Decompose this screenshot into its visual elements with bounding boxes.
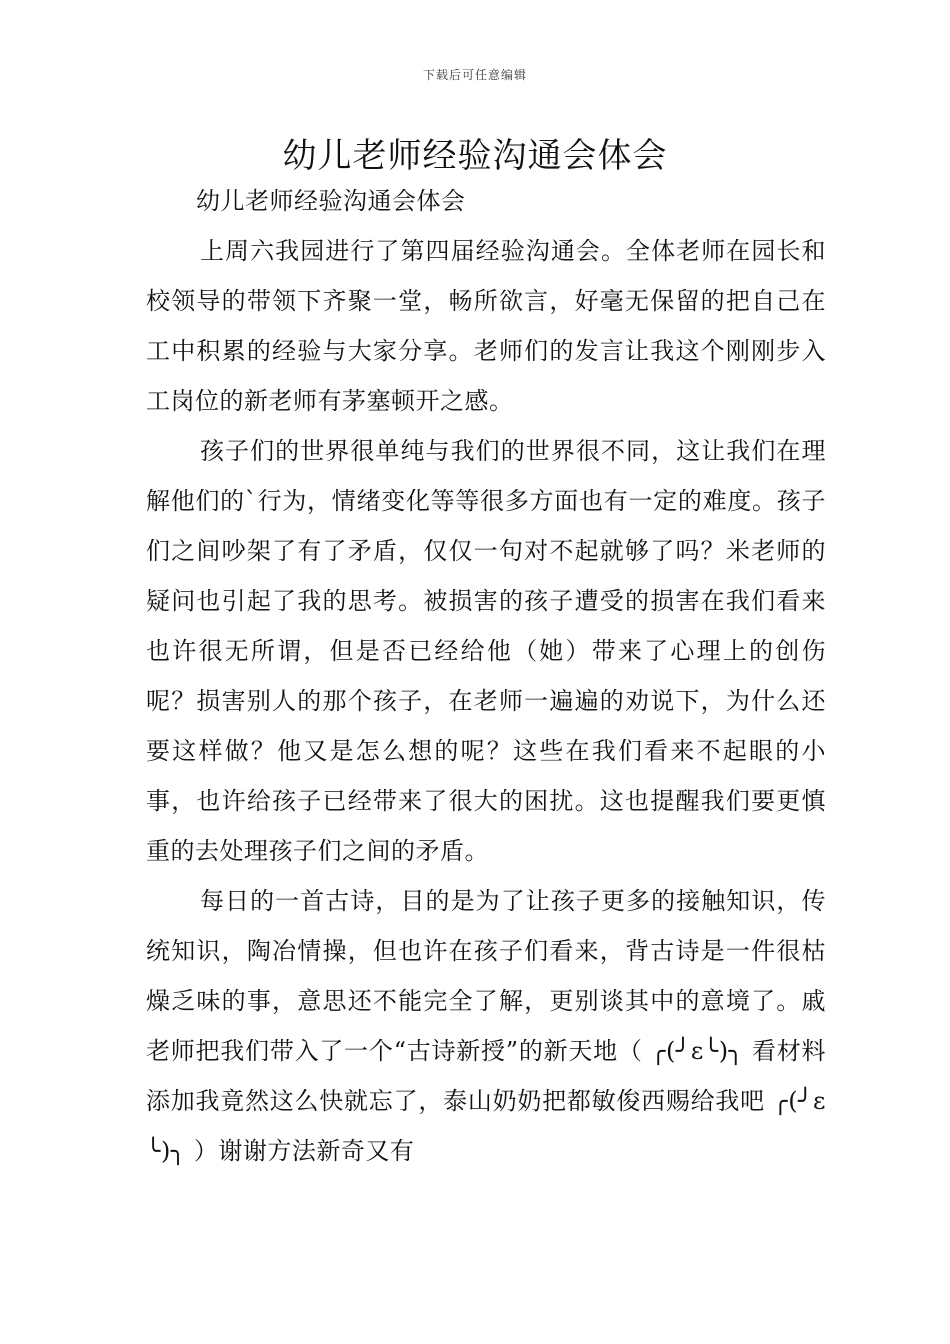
paragraph: 每日的一首古诗，目的是为了让孩子更多的接触知识，传统知识，陶冶情操，但也许在孩子们看来，背古诗是一件很枯燥乏味的事，意思还不能完全了解，更别谈其中的意境了。戚老师把我们带入了一个“古诗新授”的新天地（ ╭(╯ε╰)╮ 看材料添加我竟然这么快就忘了，泰山奶奶把都敏俊西赐给我吧 ╭(╯ε╰)╮ ）谢谢方法新奇又有 [146,887,826,1165]
paragraph: 上周六我园进行了第四届经验沟通会。全体老师在园长和校领导的带领下齐聚一堂，畅所欲言，好毫无保留的把自己在工中积累的经验与大家分享。老师们的发言让我这个刚刚步入工岗位的新老师有茅塞顿开之感。 [146,237,826,415]
document-title: 幼儿老师经验沟通会体会 [282,136,668,176]
document-subtitle: 幼儿老师经验沟通会体会 [196,187,466,215]
paragraph: 孩子们的世界很单纯与我们的世界很不同，这让我们在理解他们的`行为，情绪变化等等很多方面也有一定的难度。孩子们之间吵架了有了矛盾，仅仅一句对不起就够了吗？米老师的疑问也引起了我的思考。被损害的孩子遭受的损害在我们看来也许很无所谓，但是否已经给他（她）带来了心理上的创伤呢？损害别人的那个孩子，在老师一遍遍的劝说下，为什么还要这样做？他又是怎么想的呢？这些在我们看来不起眼的小事，也许给孩子已经带来了很大的困扰。这也提醒我们要更慎重的去处理孩子们之间的矛盾。 [146,437,826,865]
page-header-note: 下载后可任意编辑 [422,68,527,82]
document-body [146,176,826,1176]
